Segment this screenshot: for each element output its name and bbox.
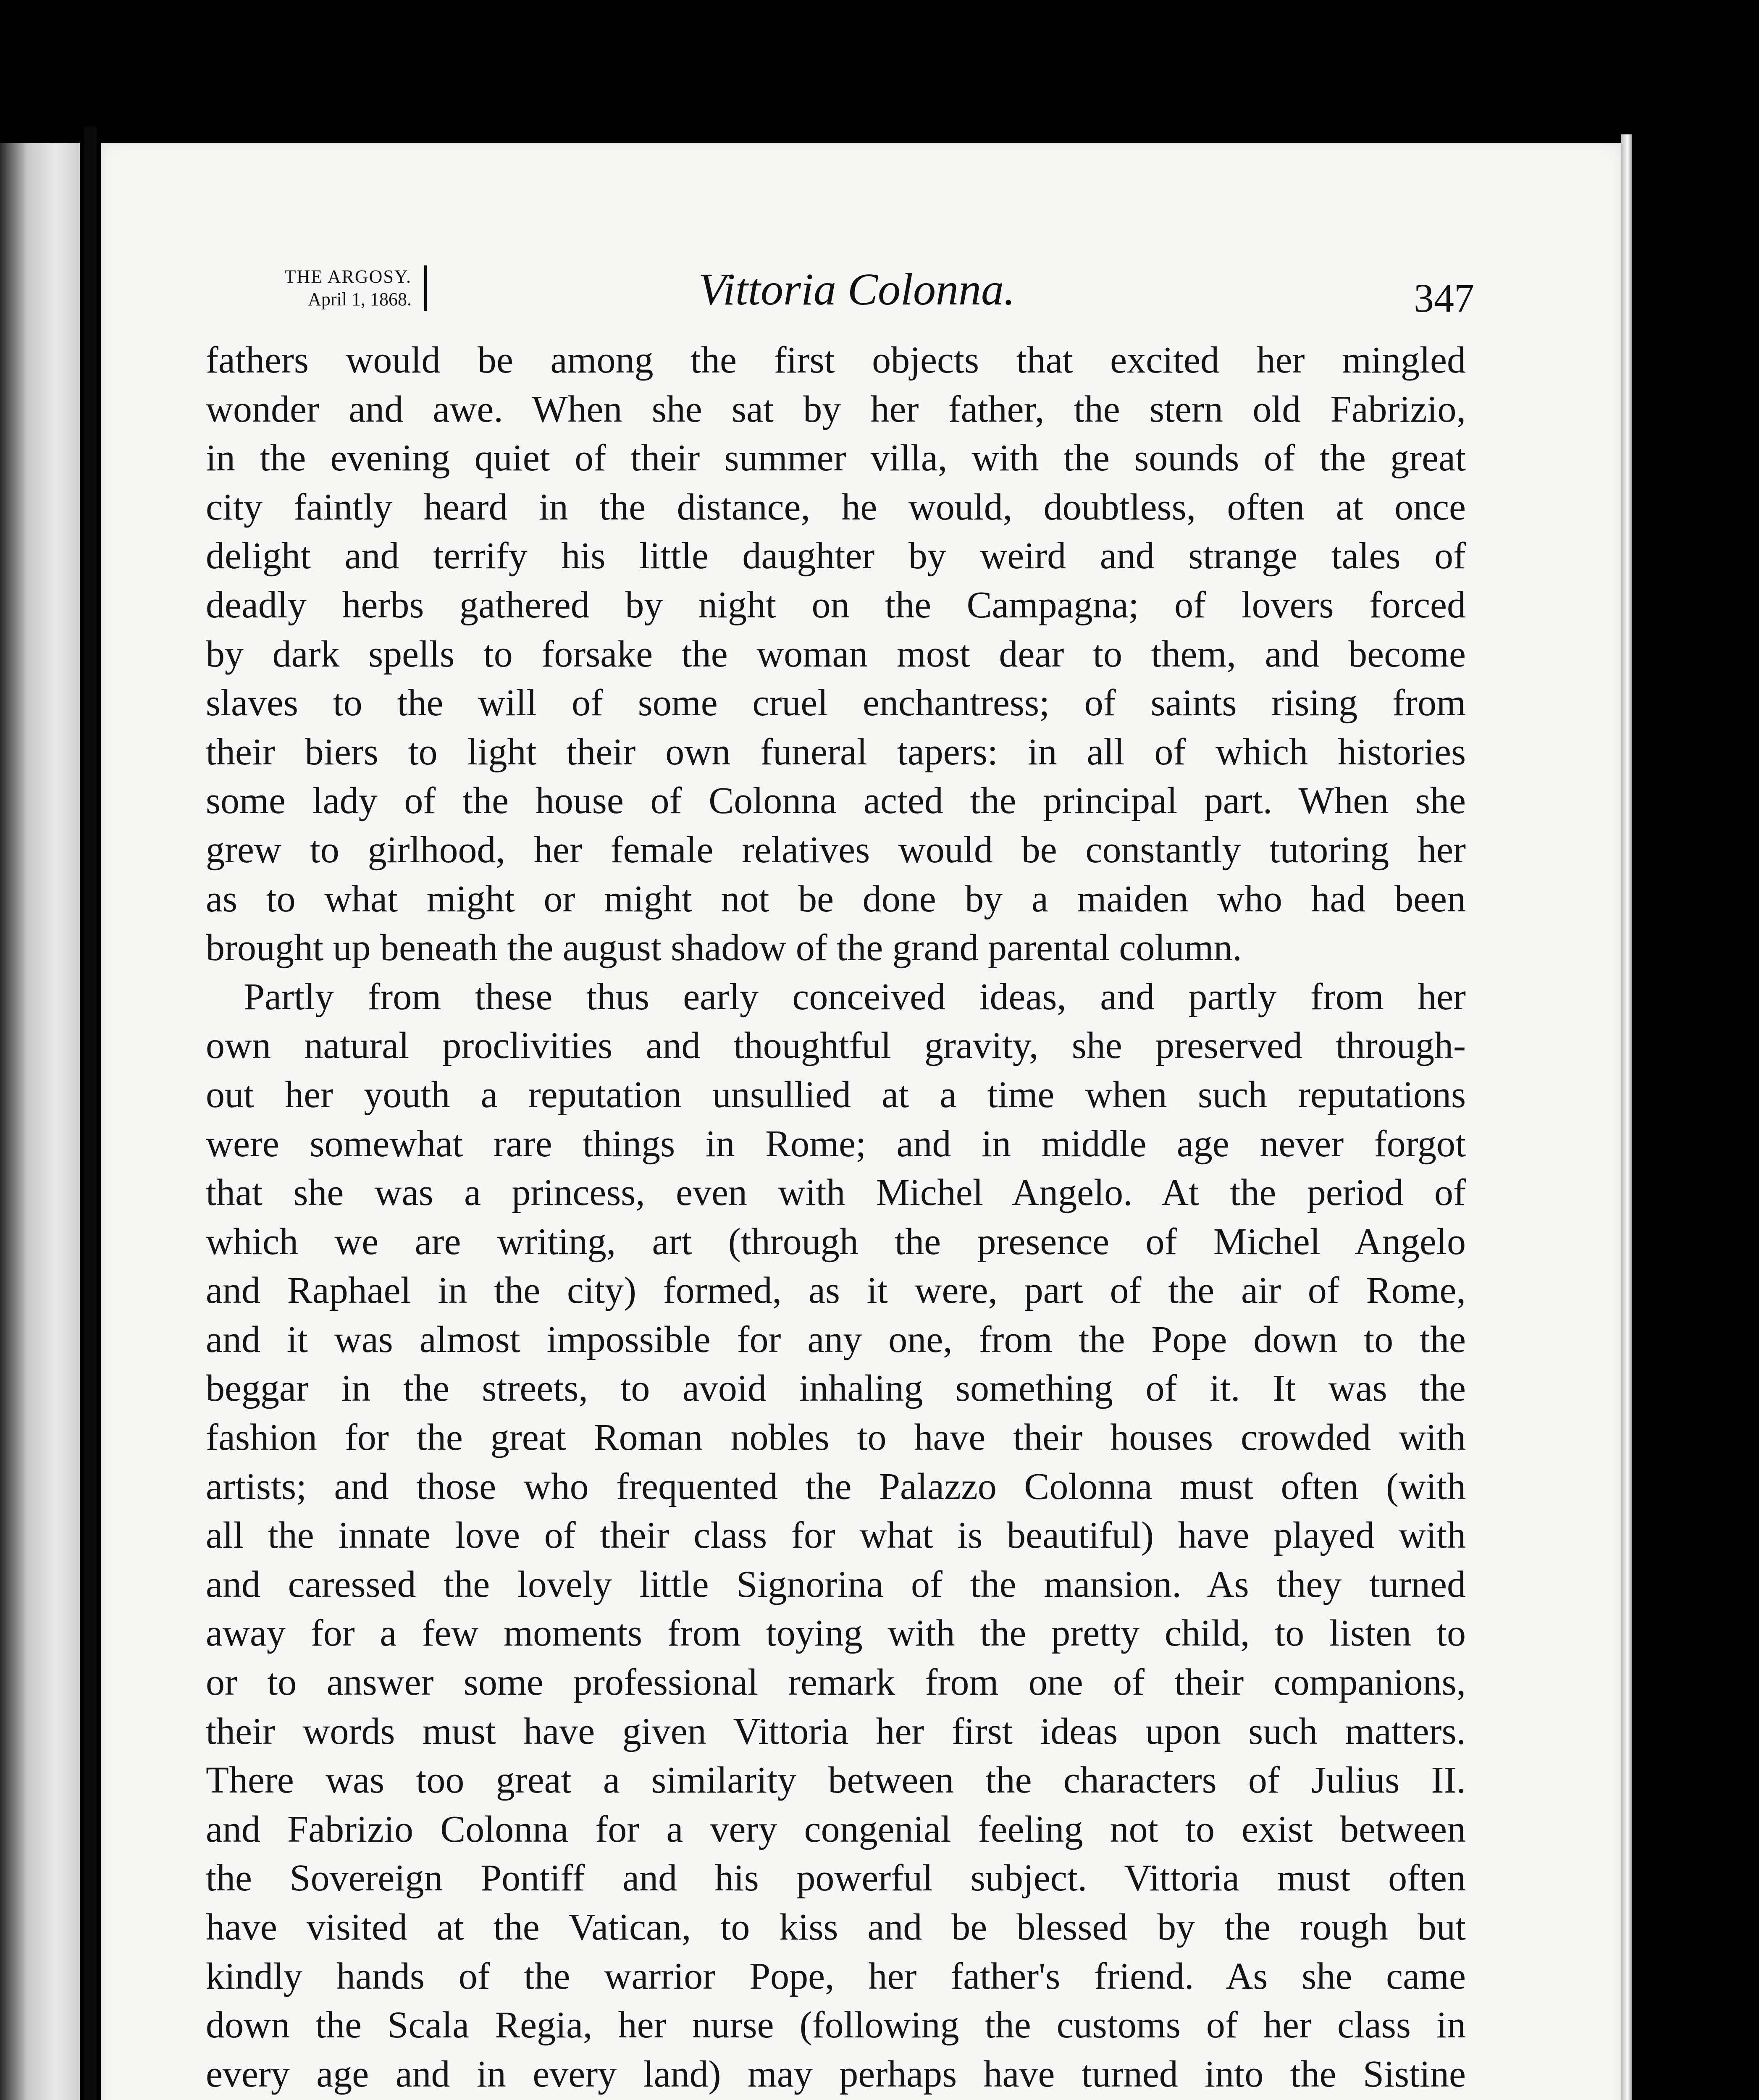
text-line: There was too great a similarity between the characters of Julius II.: [206, 1759, 1466, 1801]
text-line: some lady of the house of Colonna acted the principal part. When she: [206, 780, 1466, 822]
text-line: out her youth a reputation unsullied at a time when such reputations: [206, 1074, 1466, 1116]
page-title: Vittoria Colonna.: [698, 265, 1016, 315]
text-line: fathers would be among the first objects that excited her mingled: [206, 339, 1466, 381]
text-line: their biers to light their own funeral tapers: in all of which histories: [206, 731, 1466, 773]
text-line: and Raphael in the city) formed, as it were, part of the air of Rome,: [206, 1270, 1466, 1312]
text-line: in the evening quiet of their summer villa, with the sounds of the great: [206, 437, 1466, 479]
text-line: artists; and those who frequented the Palazzo Colonna must often (with: [206, 1465, 1466, 1507]
body-text: [206, 336, 1466, 2100]
text-line: delight and terrify his little daughter by weird and strange tales of: [206, 535, 1466, 577]
text-line: city faintly heard in the distance, he would, doubtless, often at once: [206, 486, 1466, 528]
text-line: have visited at the Vatican, to kiss and be blessed by the rough but: [206, 1906, 1466, 1948]
text-line: that she was a princess, even with Michel Angelo. At the period of: [206, 1172, 1466, 1214]
text-line: were somewhat rare things in Rome; and in middle age never forgot: [206, 1123, 1466, 1165]
text-line: as to what might or might not be done by a maiden who had been: [206, 878, 1466, 920]
text-line: and caressed the lovely little Signorina of the mansion. As they turned: [206, 1563, 1466, 1605]
text-line: and Fabrizio Colonna for a very congenial feeling not to exist between: [206, 1808, 1466, 1850]
book-gutter: [84, 126, 97, 2100]
text-line: away for a few moments from toying with the pretty child, to listen to: [206, 1612, 1466, 1654]
running-head: [248, 265, 1474, 323]
text-line: all the innate love of their class for what is beautiful) have played with: [206, 1515, 1466, 1557]
page-right-edge: [1621, 134, 1632, 2100]
text-line: kindly hands of the warrior Pope, her father's friend. As she came: [206, 1955, 1466, 1997]
text-line: or to answer some professional remark from one of their companions,: [206, 1662, 1466, 1704]
text-line: every age and in every land) may perhaps have turned into the Sistine: [206, 2053, 1466, 2095]
text-line: brought up beneath the august shadow of the grand parental column.: [206, 927, 1242, 969]
text-line: the Sovereign Pontiff and his powerful subject. Vittoria must often: [206, 1857, 1466, 1899]
text-line: by dark spells to forsake the woman most dear to them, and become: [206, 633, 1466, 675]
text-line: beggar in the streets, to avoid inhaling something of it. It was the: [206, 1368, 1466, 1410]
text-line: which we are writing, art (through the presence of Michel Angelo: [206, 1221, 1466, 1263]
journal-tag: [248, 265, 427, 311]
text-line: wonder and awe. When she sat by her father, the stern old Fabrizio,: [206, 388, 1466, 430]
facing-page-edge: [0, 143, 80, 2100]
text-line: Partly from these thus early conceived ideas, and partly from her: [244, 976, 1466, 1018]
journal-name: THE ARGOSY.: [284, 266, 412, 287]
text-line: grew to girlhood, her female relatives would be constantly tutoring her: [206, 829, 1466, 871]
text-line: deadly herbs gathered by night on the Campagna; of lovers forced: [206, 584, 1466, 626]
journal-date: April 1, 1868.: [308, 289, 412, 310]
page-number: 347: [1414, 276, 1474, 320]
text-line: and it was almost impossible for any one, from the Pope down to the: [206, 1318, 1466, 1360]
text-line: slaves to the will of some cruel enchantress; of saints rising from: [206, 682, 1466, 724]
text-line: down the Scala Regia, her nurse (following the customs of her class in: [206, 2004, 1466, 2046]
text-line: their words must have given Vittoria her first ideas upon such matters.: [206, 1710, 1466, 1752]
text-line: fashion for the great Roman nobles to have their houses crowded with: [206, 1417, 1466, 1459]
text-line: own natural proclivities and thoughtful gravity, she preserved through-: [206, 1025, 1466, 1067]
